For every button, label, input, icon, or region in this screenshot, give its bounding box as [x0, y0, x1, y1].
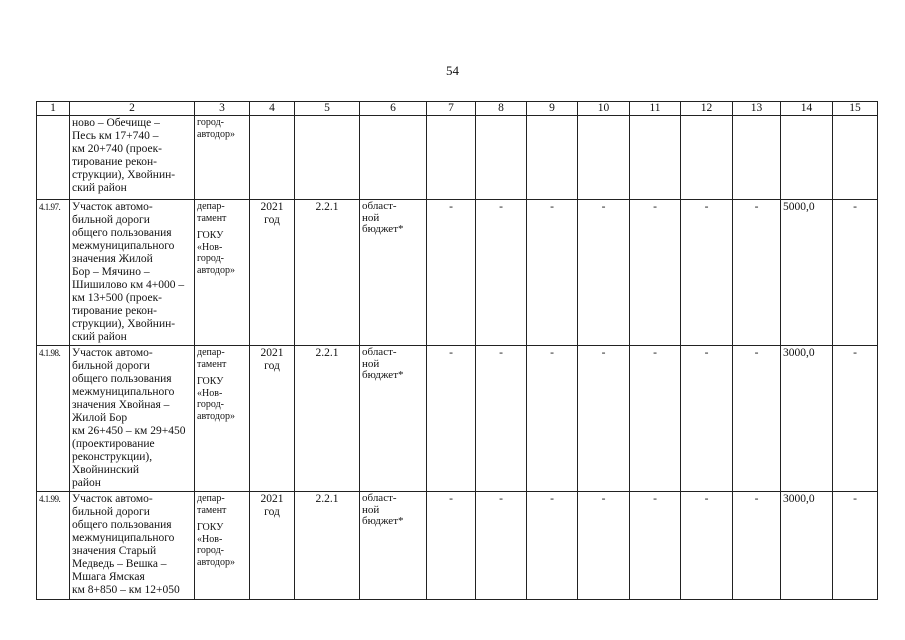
- column-header: 10: [578, 102, 630, 116]
- row-number: 4.1.98.: [37, 346, 70, 492]
- value-cell: -: [733, 346, 781, 492]
- amount-cell: [781, 116, 833, 200]
- indicator-code: 2.2.1: [295, 346, 360, 492]
- value-cell: -: [427, 200, 476, 346]
- executor-department: депар- тамент: [197, 201, 227, 224]
- value-cell: [476, 116, 527, 200]
- executor: [195, 200, 250, 346]
- table-row: [37, 200, 878, 346]
- value-cell: -: [476, 200, 527, 346]
- road-name: Участок автомо- бильной дороги общего пользования межмуниципального значения Жилой Бор – Мячино – Шишилово км 4+000 – км 13+500 (проек- тирование рекон- струкции), Хвойнин- ский район: [70, 200, 195, 346]
- value-cell: -: [630, 200, 681, 346]
- value-cell: [833, 116, 878, 200]
- executor-agency: город- автодор»: [197, 117, 235, 140]
- funding-source: област- ной бюджет*: [360, 200, 427, 346]
- table-row: [37, 492, 878, 600]
- column-header: 2: [70, 102, 195, 116]
- column-header: 13: [733, 102, 781, 116]
- executor-department: депар- тамент: [197, 347, 227, 370]
- value-cell: -: [427, 346, 476, 492]
- value-cell: -: [427, 492, 476, 600]
- amount-cell: 3000,0: [781, 346, 833, 492]
- column-header: 11: [630, 102, 681, 116]
- column-header: 9: [527, 102, 578, 116]
- funding-source: [360, 116, 427, 200]
- value-cell: -: [833, 492, 878, 600]
- column-header: 12: [681, 102, 733, 116]
- year: 2021 год: [250, 492, 295, 600]
- road-name: ново – Обечище – Песь км 17+740 – км 20+740 (проек- тирование рекон- струкции), Хвойнин- ский район: [70, 116, 195, 200]
- value-cell: -: [578, 346, 630, 492]
- executor-department: депар- тамент: [197, 493, 227, 516]
- value-cell: -: [527, 492, 578, 600]
- indicator-code: [295, 116, 360, 200]
- value-cell: -: [578, 492, 630, 600]
- value-cell: -: [476, 492, 527, 600]
- program-table: [36, 101, 878, 600]
- funding-source: област- ной бюджет*: [360, 492, 427, 600]
- executor: [195, 116, 250, 200]
- column-header: 5: [295, 102, 360, 116]
- value-cell: [630, 116, 681, 200]
- page-number: 54: [446, 63, 459, 78]
- value-cell: [681, 116, 733, 200]
- indicator-code: 2.2.1: [295, 200, 360, 346]
- column-header: 6: [360, 102, 427, 116]
- value-cell: -: [527, 200, 578, 346]
- value-cell: [527, 116, 578, 200]
- value-cell: [578, 116, 630, 200]
- column-header: 15: [833, 102, 878, 116]
- column-header: 8: [476, 102, 527, 116]
- road-name: Участок автомо- бильной дороги общего пользования межмуниципального значения Старый Медведь – Вешка – Мшага Ямская км 8+850 – км 12+050: [70, 492, 195, 600]
- year: 2021 год: [250, 346, 295, 492]
- value-cell: -: [630, 346, 681, 492]
- value-cell: -: [733, 200, 781, 346]
- indicator-code: 2.2.1: [295, 492, 360, 600]
- value-cell: [427, 116, 476, 200]
- amount-cell: 5000,0: [781, 200, 833, 346]
- column-header: 1: [37, 102, 70, 116]
- value-cell: -: [681, 200, 733, 346]
- column-header: 4: [250, 102, 295, 116]
- column-header: 3: [195, 102, 250, 116]
- value-cell: -: [476, 346, 527, 492]
- value-cell: -: [681, 492, 733, 600]
- table-row: [37, 116, 878, 200]
- row-number: 4.1.99.: [37, 492, 70, 600]
- value-cell: -: [578, 200, 630, 346]
- executor-agency: ГОКУ «Нов- город- автодор»: [197, 376, 235, 422]
- executor-agency: ГОКУ «Нов- город- автодор»: [197, 522, 235, 568]
- table-row: [37, 346, 878, 492]
- row-number: 4.1.97.: [37, 200, 70, 346]
- column-header: 14: [781, 102, 833, 116]
- executor-agency: ГОКУ «Нов- город- автодор»: [197, 230, 235, 276]
- year: [250, 116, 295, 200]
- executor: [195, 346, 250, 492]
- funding-source: област- ной бюджет*: [360, 346, 427, 492]
- value-cell: -: [630, 492, 681, 600]
- amount-cell: 3000,0: [781, 492, 833, 600]
- header-row: [37, 102, 878, 116]
- year: 2021 год: [250, 200, 295, 346]
- row-number: [37, 116, 70, 200]
- executor: [195, 492, 250, 600]
- value-cell: -: [733, 492, 781, 600]
- road-name: Участок автомо- бильной дороги общего пользования межмуниципального значения Хвойная – Жилой Бор км 26+450 – км 29+450 (проектирование реконструкции), Хвойнинский район: [70, 346, 195, 492]
- value-cell: [733, 116, 781, 200]
- value-cell: -: [681, 346, 733, 492]
- value-cell: -: [833, 346, 878, 492]
- value-cell: -: [833, 200, 878, 346]
- column-header: 7: [427, 102, 476, 116]
- value-cell: -: [527, 346, 578, 492]
